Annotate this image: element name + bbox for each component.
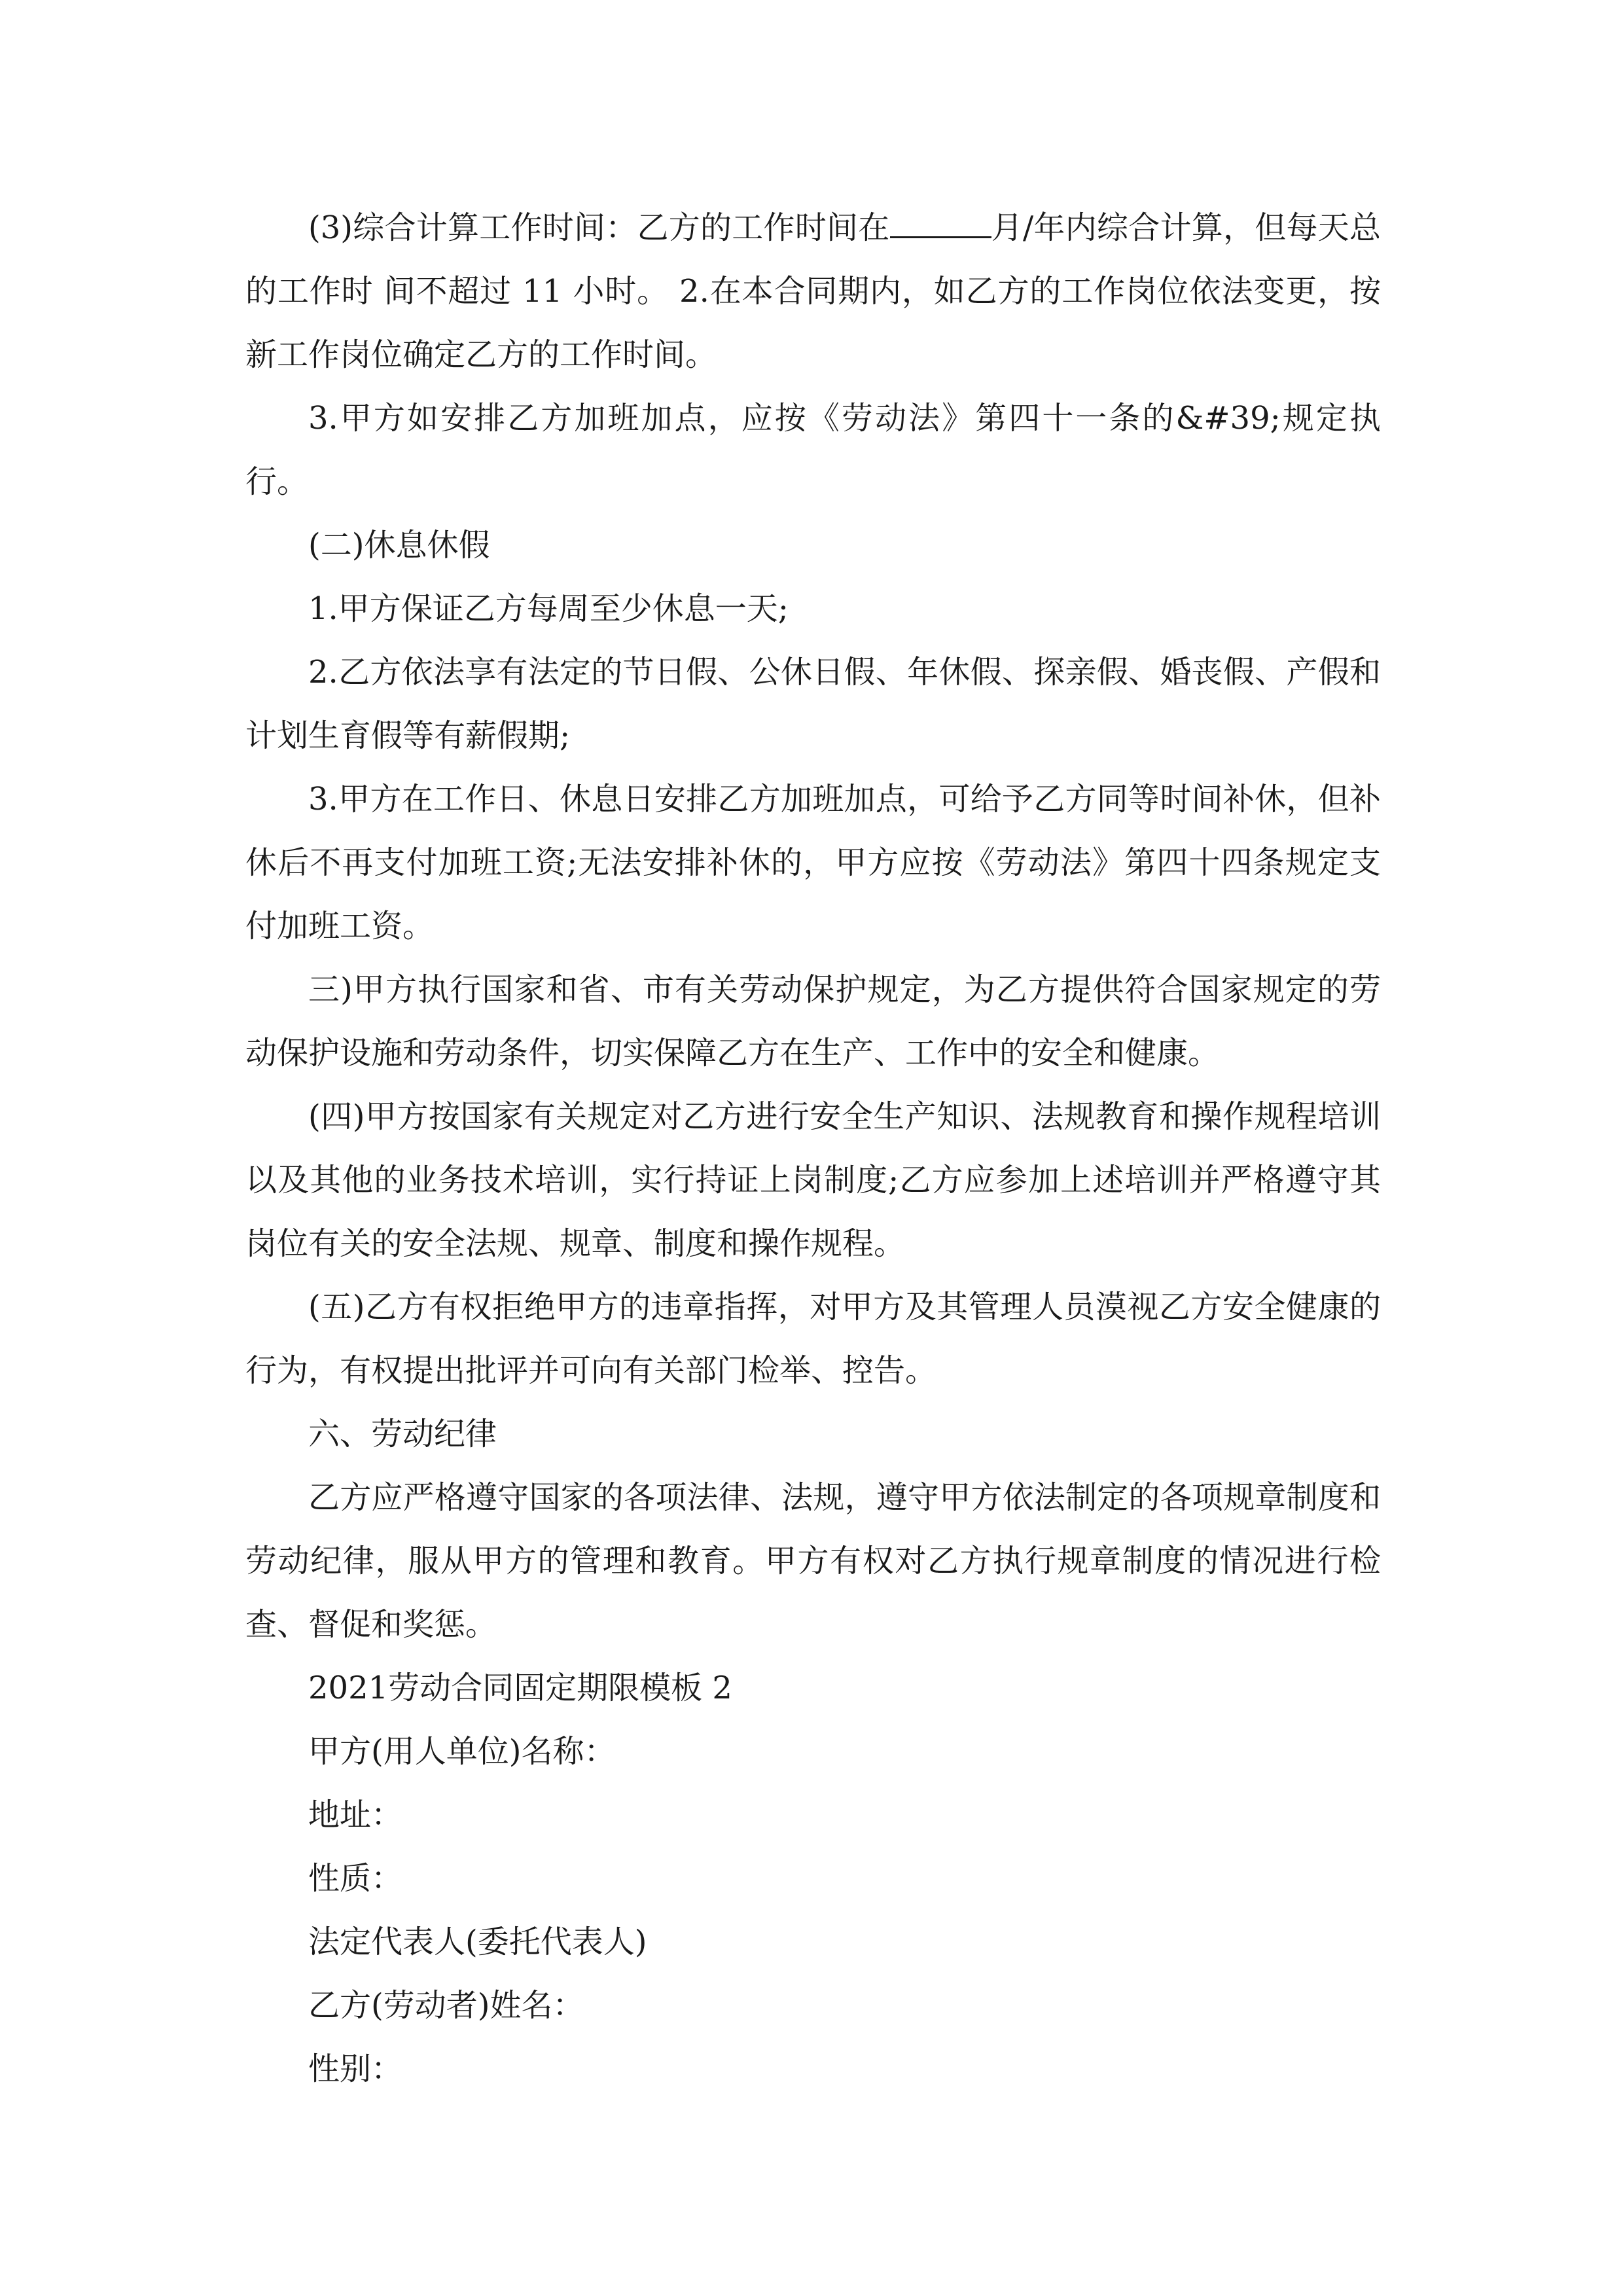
paragraph-working-hours	[245, 196, 1381, 387]
paragraph-labor-protection: 三)甲方执行国家和省、市有关劳动保护规定，为乙方提供符合国家规定的劳动保护设施和劳动条件，切实保障乙方在生产、工作中的安全和健康。	[245, 971, 1381, 1071]
paragraph-text: (3)综合计算工作时间：乙方的工作时间在	[308, 209, 890, 246]
paragraph-overtime: 3.甲方如安排乙方加班加点，应按《劳动法》第四十一条的&#39;规定执行。	[245, 400, 1381, 500]
field-nature: 性质：	[308, 1860, 403, 1897]
field-address: 地址：	[308, 1797, 403, 1833]
paragraph-safety-training: (四)甲方按国家有关规定对乙方进行安全生产知识、法规教育和操作规程培训以及其他的业务技术培训，实行持证上岗制度;乙方应参加上述培训并严格遵守其岗位有关的安全法规、规章、制度和操作规程。	[245, 1098, 1381, 1262]
field-employee-name: 乙方(劳动者)姓名：	[308, 1987, 584, 2024]
paragraph-weekly-rest: 1.甲方保证乙方每周至少休息一天;	[308, 590, 789, 627]
paragraph-discipline: 乙方应严格遵守国家的各项法律、法规，遵守甲方依法制定的各项规章制度和劳动纪律，服从甲方的管理和教育。甲方有权对乙方执行规章制度的情况进行检查、督促和奖惩。	[245, 1479, 1381, 1643]
template-title: 2021劳动合同固定期限模板 2	[308, 1670, 732, 1706]
document-body	[245, 196, 1381, 2101]
paragraph-text: 月/年内综合计算，但每天总的工作时 间不超过 11 小时。 2.在本合同期内，如乙方的工作岗位依法变更，按新工作岗位确定乙方的工作时间。	[245, 209, 1381, 373]
field-employer-name: 甲方(用人单位)名称：	[308, 1733, 616, 1770]
section-heading-rest-leave: (二)休息休假	[308, 527, 490, 564]
paragraph-refuse-violation: (五)乙方有权拒绝甲方的违章指挥，对甲方及其管理人员漠视乙方安全健康的行为，有权提出批评并可向有关部门检举、控告。	[245, 1289, 1381, 1389]
paragraph-paid-leave: 2.乙方依法享有法定的节日假、公休日假、年休假、探亲假、婚丧假、产假和计划生育假等有薪假期;	[245, 654, 1381, 754]
paragraph-compensatory-leave: 3.甲方在工作日、休息日安排乙方加班加点，可给予乙方同等时间补休，但补休后不再支付加班工资;无法安排补休的，甲方应按《劳动法》第四十四条规定支付加班工资。	[245, 781, 1381, 944]
section-heading-labor-discipline: 六、劳动纪律	[308, 1416, 497, 1452]
field-legal-representative: 法定代表人(委托代表人)	[308, 1924, 647, 1960]
field-gender: 性别：	[308, 2051, 403, 2087]
fill-in-blank	[890, 197, 991, 238]
